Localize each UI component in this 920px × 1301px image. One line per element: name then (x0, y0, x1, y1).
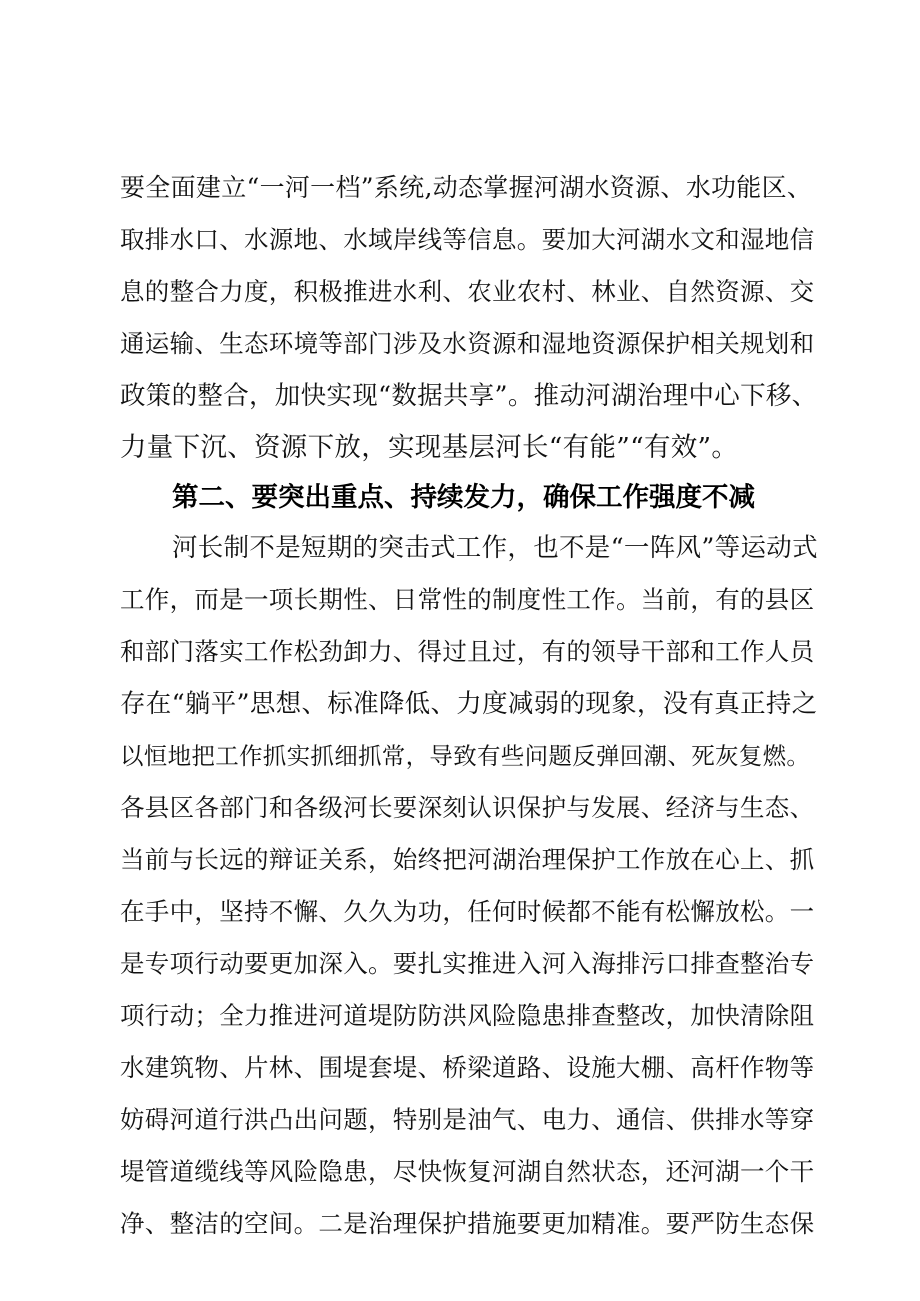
paragraph-line: 妨碍河道行洪凸出问题，特别是油气、电力、通信、供排水等穿 (120, 1105, 815, 1134)
paragraph-line: 各县区各部门和各级河长要深刻认识保护与发展、经济与生态、 (120, 793, 815, 822)
paragraph-line: 和部门落实工作松劲卸力、得过且过，有的领导干部和工作人员 (120, 637, 815, 666)
paragraph-line: 净、整洁的空间。二是治理保护措施要更加精准。要严防生态保 (120, 1209, 815, 1238)
paragraph-line: 存在“躺平”思想、标准降低、力度减弱的现象，没有真正持之 (120, 689, 818, 719)
paragraph-line: 河长制不是短期的突击式工作，也不是“一阵风”等运动式 (172, 533, 818, 563)
paragraph-line: 取排水口、水源地、水域岸线等信息。要加大河湖水文和湿地信 (120, 225, 815, 254)
paragraph-line: 息的整合力度，积极推进水利、农业农村、林业、自然资源、交 (120, 277, 815, 306)
paragraph-line: 通运输、生态环境等部门涉及水资源和湿地资源保护相关规划和 (120, 329, 815, 358)
paragraph-line: 堤管道缆线等风险隐患，尽快恢复河湖自然状态，还河湖一个干 (120, 1157, 815, 1186)
paragraph-line: 以恒地把工作抓实抓细抓常，导致有些问题反弹回潮、死灰复燃。 (120, 742, 811, 770)
paragraph-line: 在手中，坚持不懈、久久为功，任何时候都不能有松懈放松。一 (120, 897, 815, 926)
paragraph-line: 政策的整合，加快实现“数据共享”。推动河湖治理中心下移、 (120, 381, 818, 411)
paragraph-line: 要全面建立“一河一档”系统,动态掌握河湖水资源、水功能区、 (120, 173, 813, 202)
section-heading: 第二、要突出重点、持续发力，确保工作强度不减 (172, 482, 755, 513)
paragraph-line: 工作，而是一项长期性、日常性的制度性工作。当前，有的县区 (120, 585, 815, 614)
paragraph-line: 当前与长远的辩证关系，始终把河湖治理保护工作放在心上、抓 (120, 845, 815, 874)
paragraph-line: 力量下沉、资源下放，实现基层河长“有能”“有效”。 (120, 432, 739, 463)
paragraph-line: 水建筑物、片林、围堤套堤、桥梁道路、设施大棚、高杆作物等 (120, 1053, 815, 1082)
paragraph-line: 是专项行动要更加深入。要扎实推进入河入海排污口排查整治专 (120, 949, 815, 978)
paragraph-line: 项行动；全力推进河道堤防防洪风险隐患排查整改，加快清除阻 (120, 1001, 815, 1030)
